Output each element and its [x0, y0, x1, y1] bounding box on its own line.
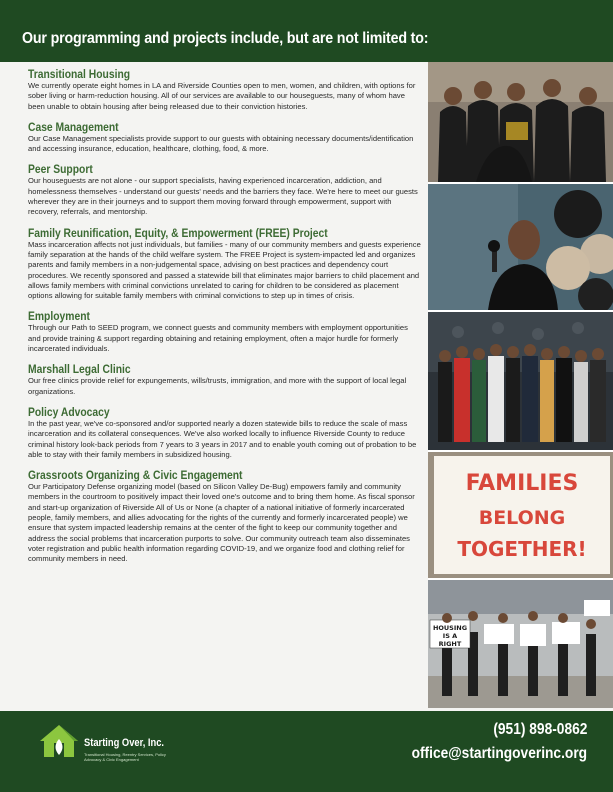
section-title: Family Reunification, Equity, & Empowerment (FREE) Project: [28, 225, 328, 240]
section-case-management: [28, 120, 422, 155]
section-title: Policy Advocacy: [28, 404, 110, 419]
section-legal-clinic: [28, 362, 422, 397]
sign-line-3: TOGETHER!: [457, 537, 587, 561]
section-title: Employment: [28, 309, 90, 324]
section-transitional-housing: [28, 67, 422, 112]
section-body: Our Case Management specialists provide support to our guests with obtaining necessary documents/identification and accessing insurance, education, healthcare, clothing, food, & more.: [28, 133, 414, 154]
families-sign-photo: [428, 452, 613, 578]
section-body: Through our Path to SEED program, we connect guests and community members with employment opportunities and provide training & support regarding obtaining and retaining employment, often a major hurdle for formerly incarcerated individuals.: [28, 323, 408, 354]
section-body: We currently operate eight homes in LA and Riverside Counties open to men, women, and children, with options for sober living or harm-reduction housing. All of our services are available to our houseguests, many of whom have been unable to obtain housing after being released due to their conviction histories.: [28, 81, 416, 111]
section-title: Transitional Housing: [28, 67, 131, 81]
section-body: Mass incarceration affects not just individuals, but families - many of our community members and guests experience family separation at the hands of the child welfare system. The FREE Project is system-impacted led and organizes parents and family members in a non-judgemental space, advising on best practices and dependency court procedures. We recently sponsored and passed a statewide bill that eliminates major barriers to child placement and allows family members with criminal convictions unrelated to caring for children to be considered as placement options allowing for suitable family members with criminal convictions to step up in times of crisis.: [28, 239, 421, 301]
speaker-photo: [428, 184, 613, 310]
section-free-project: [28, 226, 422, 302]
event-group-photo-image: [428, 312, 613, 450]
contact-email[interactable]: office@startingoverinc.org: [411, 745, 587, 762]
section-employment: [28, 309, 422, 354]
section-body: Our houseguests are not alone - our support specialists, having experienced incarceration, addiction, and homelessness themselves - understand our guests' needs and the barriers they face. We're here to meet our guests wherever they are in their journeys and to support them moving forward through empowerment, support with recovery, referrals, and mentorship.: [28, 176, 418, 217]
section-peer-support: [28, 162, 422, 217]
brand-name: Starting Over, Inc.: [84, 737, 165, 749]
house-logo-icon: [36, 721, 82, 761]
footer-banner: [0, 711, 613, 792]
housing-sign-line-2: IS A: [442, 632, 458, 640]
section-title: Peer Support: [28, 162, 93, 177]
group-photo: [428, 62, 613, 182]
section-title: Grassroots Organizing & Civic Engagement: [28, 468, 243, 483]
page-title: Our programming and projects include, but are not limited to:: [22, 30, 429, 47]
sign-line-2: BELONG: [478, 507, 566, 529]
photo-column: [428, 62, 613, 708]
section-title: Case Management: [28, 119, 119, 134]
housing-sign-line-3: RIGHT: [438, 640, 462, 648]
programs-list: [28, 67, 422, 707]
section-body: Our free clinics provide relief for expungements, wills/trusts, immigration, and more with the support of local legal organizations.: [28, 376, 407, 396]
section-grassroots-organizing: [28, 468, 422, 564]
speaker-photo-image: [428, 184, 613, 310]
header-banner: [0, 0, 613, 62]
event-group-photo: [428, 312, 613, 450]
section-body: In the past year, we've co-sponsored and/or supported nearly a dozen statewide bills to reduce the scale of mass incarceration and its collateral consequences. We've also worked locally to influence Riverside County to reduce criminal history look-back periods from 7 years to 3 years in 2017 and to enable youth coming out of probation to be able to stay with their family members in subsidized housing.: [28, 418, 417, 459]
section-title: Marshall Legal Clinic: [28, 362, 131, 377]
protest-photo: [428, 580, 613, 708]
housing-sign-line-1: HOUSING: [432, 624, 468, 632]
section-policy-advocacy: [28, 405, 422, 460]
section-body: Our Participatory Defense organizing model (based on Silicon Valley De-Bug) empowers family and community members in the courtroom to positively impact their loved one's outcome and to bring them home. As fiscal sponsor and start-up organization of Riverside All of Us or None (a chapter of a national initiative of formerly incarcerated people, family members, and allies advocating for the rights of the currently and formerly incarcerated people) we ensure that system impacted leadership remains at the center of the fight to keep our community together and address the social problems that incarceration purports to solve. Our community outreach team also disseminates voter registration and public health information regarding COVID-19, and we organize food and clothing relief for community members in need.: [28, 482, 415, 564]
contact-phone[interactable]: (951) 898-0862: [492, 721, 587, 738]
brand-tagline: Transitional Housing, Reentry Services, Policy Advocacy & Civic Engagement: [84, 752, 166, 762]
sign-line-1: FAMILIES: [465, 471, 579, 496]
group-photo-image: [428, 62, 613, 182]
protest-photo-image: [428, 580, 613, 708]
families-sign-image: [428, 452, 613, 578]
